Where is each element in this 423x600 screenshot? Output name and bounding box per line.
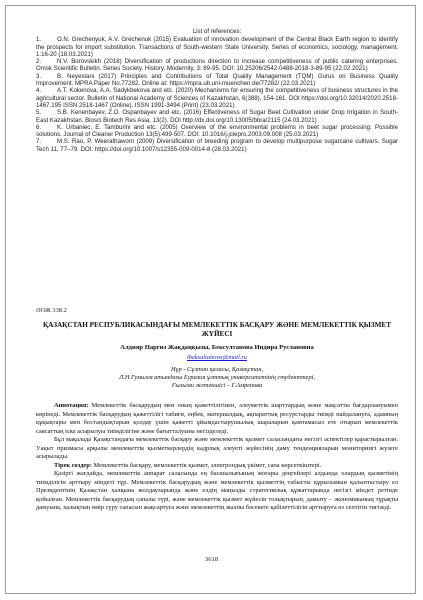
affiliation-location: Нұр - Сұлтан қаласы, Қазақстан, xyxy=(170,366,264,373)
reference-text: M.S. Rao, P. Weerathaworn (2009) Diversification of breeding program to develop multipurpose sugarcane cultivars. Sugar Tech 11, 77–79. DOI: https://doi.org/10.1007/s12355-009-0014-8 (28.03.2021) xyxy=(36,138,398,153)
reference-text: S.B. Kenenbayev, Z.O. Ospanbayev and etc. (2016) Effectiveness of Sugar Beet Cultivation under Drop Irrigation in South-East Kazakhstan. Biosci Biotech Res Asia, 13(2). DOI http://dx.doi.org/10.13005/bbra/2115 (24.03.2021) xyxy=(36,109,398,124)
reference-number: 6. xyxy=(36,123,42,131)
affiliation-supervisor: Ғылыми жетекшісі – Г.Амренова xyxy=(171,382,263,390)
reference-item xyxy=(36,109,398,124)
reference-item xyxy=(36,87,398,109)
keywords-label: Тірек сөздер: xyxy=(54,461,92,469)
reference-number: 3. xyxy=(36,72,42,80)
body-paragraph: Бұл мақалада Қазақстандағы мемлекеттік басқару және мемлекеттік қызмет саласындағы негізгі аспектілер қарастырылған. Уақыт призмасы арқылы мемлекеттік қызметкерлердің кадрлық әлеуеті жүйесінің даму тенденцияларын мониторингі жүзеге асырылады. xyxy=(36,436,398,460)
reference-item xyxy=(36,58,398,73)
reference-item xyxy=(36,124,398,139)
reference-number: 7. xyxy=(36,138,42,146)
document-page xyxy=(5,5,416,594)
keywords-paragraph xyxy=(36,462,398,471)
reference-number: 5. xyxy=(36,109,42,117)
affiliation-university: Л.Н.Гумилев атындағы Еуразия ұлттық университетінің студенттері, xyxy=(119,374,315,382)
reference-text: O.N. Grechenyuk, A.V. Grechenuk (2015) Evaluation of innovation development of the Central Black Earth region to identify the prospects for import substitution. Transactions of South-western State University. Series of economics, sociology, management, 1:16-20 (18.03.2021) xyxy=(36,36,398,58)
page-number: 3618 xyxy=(204,556,219,563)
reference-item xyxy=(36,36,398,58)
reference-number: 2. xyxy=(36,58,42,66)
abstract-label: Аннотация: xyxy=(54,402,89,409)
body-paragraph: Қазіргі жағдайда, мемлекеттік аппарат саласында ең басшылығының жоғары деңгейлері алдында олардың қызметінің тиімділігін арттыру міндеті тұр. Мемлекеттік басқарудың және мемлекеттік қызметтің табысты құрылымын қалыптастыру ел Президентінің Қазақстан халқына жолдауларында және елдің маңызды стратегиялық құжаттарында негізгі міндет ретінде қойылған. Мемлекеттік басқарудың сапалы түрі, және мемлекеттік қызмет жүйесін толықтырып, дамыту – экономиканың тұрақты дамуына, халықтың өмір сүру сапасын жақсартуға және мемлекеттің жалпы бәсекеге қабілеттілігін арттыруға өз септігін тигізеді. xyxy=(36,470,398,511)
article-authors: Алдияр Наргиз Жақдаңқызы, Бексултанова Индира Руслановна xyxy=(120,344,314,351)
reference-text: K. Urbaniec, E. Tamburini and etc. (2005) Overview of the environmental problems in beet sugar processing: Possible solutions. Journal of Cleaner Production 13(5):499-507. DOI: 10.1016/j.jclepro.2003.09.008 (25.03.2021) xyxy=(36,123,398,139)
reference-text: N.V. Borovskikh (2018) Diversification of productions direction to increase competitiveness of public catering enterprises. Omsk Scientific Bulletin. Series Society. History. Modernity, 3: 89-95. DOI: 10.25206/2542-0488-2018-3-89-95 (22.02.2021) xyxy=(36,58,398,73)
reference-text: A.T. Kokenova, A.A. Sadykbekova and etc. (2020) Mechanisms for ensuring the competitiveness of business structures in the agricultural sector. Bulletin of National Academy of Sciences of Kazakhstan, 6(388), 154-161. DOI https://doi.org/10.32014/2020.2518-1467.195 ISSN 2518-1467 (Online), ISSN 1991-3494 (Print) (23.03.2021) xyxy=(36,87,398,109)
abstract-text: Мемлекеттік басқарудың мен оның қажеттілігінен, әлеуметтік шарттардың және мақсатты бағдарлануымен көрінеді. Мемлекеттік басқарудың қажеттілігі табиғи, еңбек, материалдық, ақпараттық ресурстарды тиімді пайдалануға, адамның құқықтары мен бостандықтарын қолдау үшін қажетті ұйымдастырушылық шараларын қамтамасыз ете отырып мемлекеттік саясаттың іске асырылуы тиімділігіне және бағытталуына негізделеді. xyxy=(36,402,398,435)
references-title: List of references: xyxy=(192,28,242,35)
keywords-text: Мемлекеттік басқару, мемлекеттік қызмет, электрондық үкімет, сапа көрсеткіштері. xyxy=(91,461,322,469)
reference-text: B. Neyestani (2017) Principles and Contributions of Total Quality Management (TQM) Gurus on Business Quality Improvement. MPRA Paper No.77282. Online at: https://mpra.ub.uni-muenchen.de/77282/ (22.03.2021) xyxy=(36,72,398,88)
abstract-paragraph xyxy=(36,402,398,436)
reference-item xyxy=(36,73,398,88)
reference-number: 4. xyxy=(36,87,42,95)
author-affiliation xyxy=(36,366,398,391)
references-section xyxy=(36,28,398,153)
reference-item xyxy=(36,138,398,153)
article-title: ҚАЗАҚСТАН РЕСПУБЛИКАСЫНДАҒЫ МЕМЛЕКЕТТІК БАСҚАРУ ЖӘНЕ МЕМЛЕКЕТТІК ҚЫЗМЕТ ЖҮЙЕСІ xyxy=(42,321,392,338)
udk-code: ӘОЖ 338.2 xyxy=(36,307,67,314)
article-body xyxy=(36,402,398,513)
author-email-link[interactable]: ibeksultanova@mail.ru xyxy=(186,354,247,361)
author-email-line xyxy=(36,354,398,361)
reference-number: 1. xyxy=(36,36,42,44)
